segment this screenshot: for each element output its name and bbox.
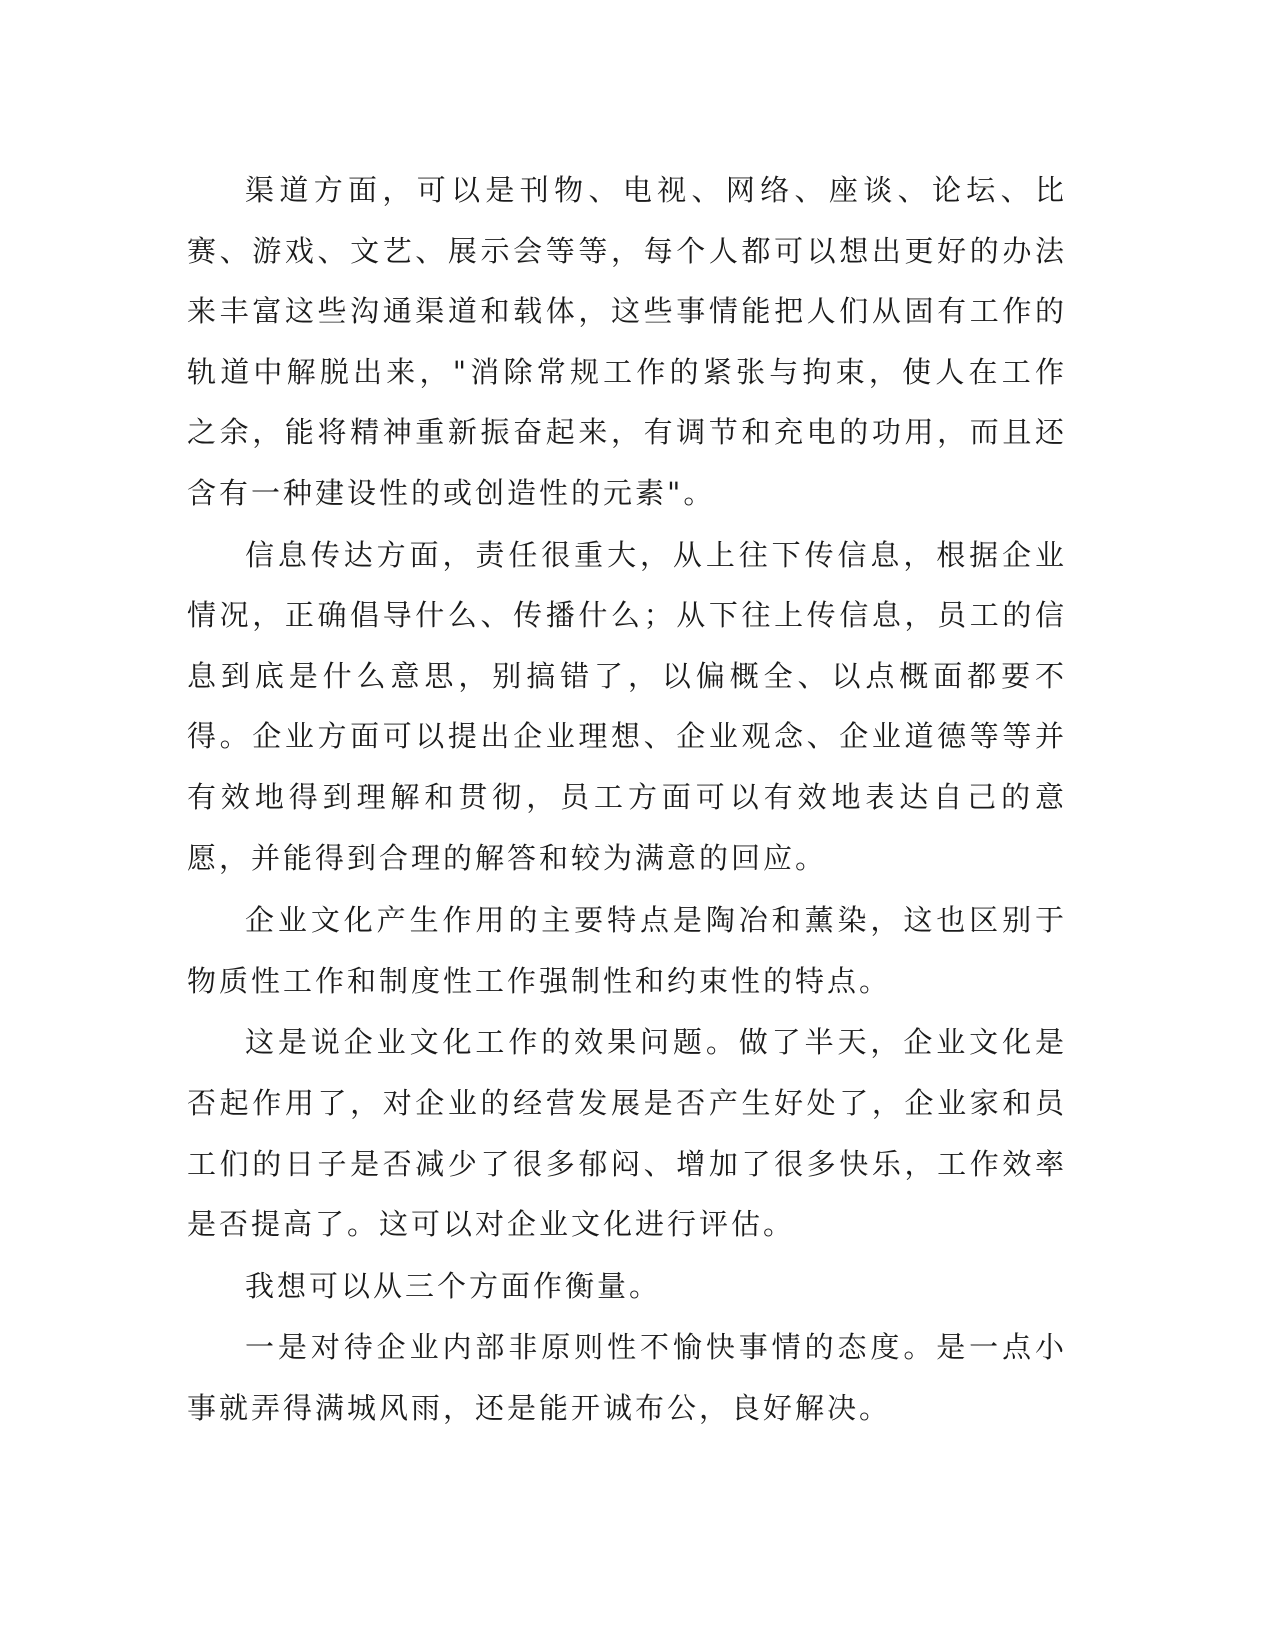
paragraph-first-aspect: 一是对待企业内部非原则性不愉快事情的态度。是一点小事就弄得满城风雨，还是能开诚布公，良好解决。 — [187, 1330, 1067, 1425]
paragraph-channels: 渠道方面，可以是刊物、电视、网络、座谈、论坛、比赛、游戏、文艺、展示会等等，每个人都可以想出更好的办法来丰富这些沟通渠道和载体，这些事情能把人们从固有工作的轨道中解脱出来，"消除常规工作的紧张与拘束，使人在工作之余，能将精神重新振奋起来，有调节和充电的功用，而且还含有一种建设性的或创造性的元素"。 — [187, 173, 1067, 510]
paragraph-three-aspects: 我想可以从三个方面作衡量。 — [245, 1268, 662, 1303]
document-body — [187, 160, 1067, 1438]
paragraph-characteristics: 企业文化产生作用的主要特点是陶冶和薰染，这也区别于物质性工作和制度性工作强制性和约束性的特点。 — [187, 903, 1067, 998]
paragraph-effects: 这是说企业文化工作的效果问题。做了半天，企业文化是否起作用了，对企业的经营发展是否产生好处了，企业家和员工们的日子是否减少了很多郁闷、增加了很多快乐，工作效率是否提高了。这可以对企业文化进行评估。 — [187, 1025, 1067, 1242]
paragraph-information: 信息传达方面，责任很重大，从上往下传信息，根据企业情况，正确倡导什么、传播什么；从下往上传信息，员工的信息到底是什么意思，别搞错了，以偏概全、以点概面都要不得。企业方面可以提出企业理想、企业观念、企业道德等等并有效地得到理解和贯彻，员工方面可以有效地表达自己的意愿，并能得到合理的解答和较为满意的回应。 — [187, 537, 1067, 875]
